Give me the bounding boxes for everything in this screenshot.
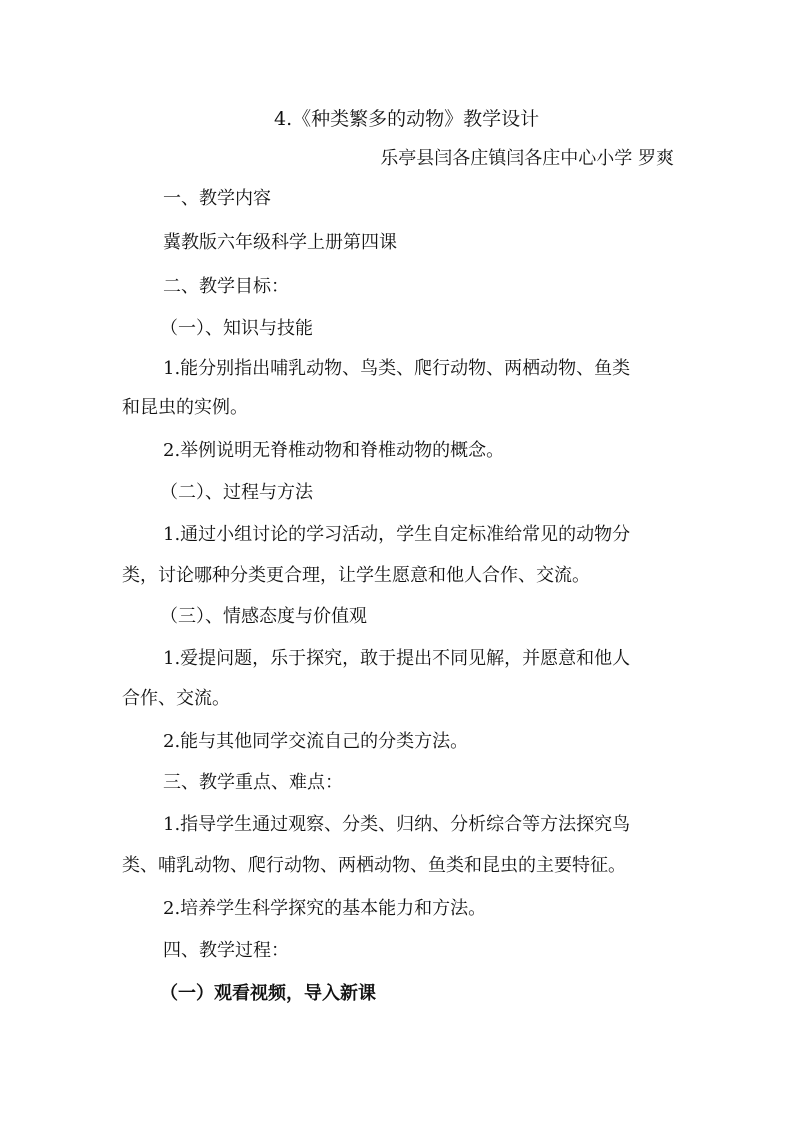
paragraph-line: 冀教版六年级科学上册第四课 [163,232,397,253]
section-heading-focus: 三、教学重点、难点： [163,772,343,793]
document-author: 乐亭县闫各庄镇闫各庄中心小学 罗爽 [380,148,674,169]
subheading-intro: （一）观看视频，导入新课 [160,983,376,1004]
paragraph-line: 类、哺乳动物、爬行动物、两栖动物、鱼类和昆虫的主要特征。 [122,855,626,876]
paragraph-line: 1.指导学生通过观察、分类、归纳、分析综合等方法探究鸟 [163,814,631,835]
paragraph-line: 2.举例说明无脊椎动物和脊椎动物的概念。 [163,440,505,461]
subheading-process: （二）、过程与方法 [160,482,313,503]
paragraph-line: 1.能分别指出哺乳动物、鸟类、爬行动物、两栖动物、鱼类 [163,358,631,379]
paragraph-line: 1.爱提问题，乐于探究，敢于提出不同见解，并愿意和他人 [163,648,631,669]
paragraph-line: 和昆虫的实例。 [122,397,248,418]
paragraph-line: 1.通过小组讨论的学习活动，学生自定标准给常见的动物分 [163,524,631,545]
section-heading-process: 四、教学过程： [163,940,289,961]
paragraph-line: 类，讨论哪种分类更合理，让学生愿意和他人合作、交流。 [122,565,590,586]
paragraph-line: 2.能与其他同学交流自己的分类方法。 [163,731,469,752]
section-heading-goals: 二、教学目标： [163,276,289,297]
subheading-knowledge: （一）、知识与技能 [160,318,313,339]
subheading-attitude: （三）、情感态度与价值观 [160,606,367,627]
section-heading-content: 一、教学内容 [163,188,271,209]
document-title: 4.《种类繁多的动物》教学设计 [274,108,540,130]
paragraph-line: 合作、交流。 [122,688,230,709]
paragraph-line: 2.培养学生科学探究的基本能力和方法。 [163,898,487,919]
